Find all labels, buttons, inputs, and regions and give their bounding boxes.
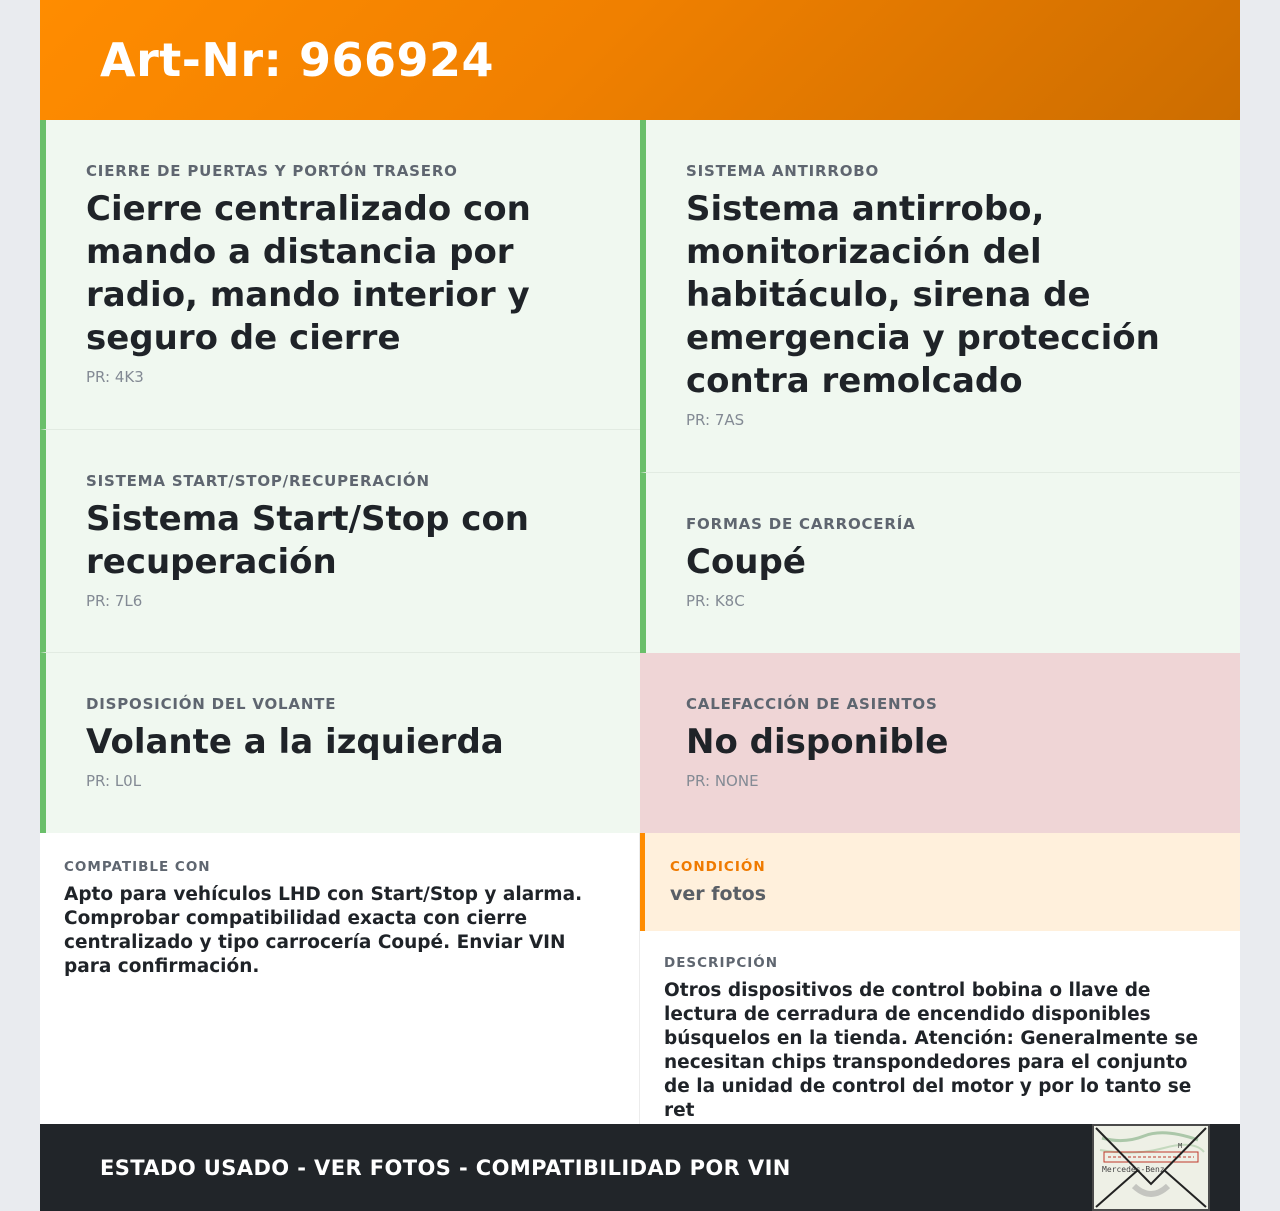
feature-door-locking	[40, 120, 640, 430]
feature-steering-side	[40, 653, 640, 833]
condition-box	[640, 833, 1240, 931]
feature-value: Coupé	[686, 542, 806, 582]
product-sheet	[40, 0, 1240, 1211]
feature-pr-code: PR: K8C	[686, 592, 745, 610]
feature-label: CALEFACCIÓN DE ASIENTOS	[686, 695, 938, 713]
feature-label: FORMAS DE CARROCERÍA	[686, 515, 916, 533]
feature-pr-code: PR: L0L	[86, 772, 142, 790]
feature-anti-theft	[640, 120, 1240, 473]
feature-column-left	[40, 120, 640, 833]
feature-seat-heating	[640, 653, 1240, 833]
feature-value: Sistema Start/Stop con recuperación	[86, 499, 530, 582]
info-section	[40, 833, 1240, 1125]
feature-value: No disponible	[686, 722, 949, 762]
footer-bar	[40, 1124, 1240, 1211]
feature-label: SISTEMA ANTIRROBO	[686, 162, 880, 180]
feature-label: CIERRE DE PUERTAS Y PORTÓN TRASERO	[86, 162, 458, 180]
feature-pr-code: PR: 4K3	[86, 368, 144, 386]
compatibility-label: COMPATIBLE CON	[64, 859, 211, 875]
feature-pr-code: PR: 7AS	[686, 411, 745, 429]
svg-text:Mercedes-Benz: Mercedes-Benz	[1102, 1165, 1165, 1174]
header	[40, 0, 1240, 120]
feature-start-stop	[40, 430, 640, 653]
description-label: DESCRIPCIÓN	[664, 955, 779, 971]
document-envelope-icon	[1094, 1126, 1208, 1209]
feature-column-right	[640, 120, 1240, 833]
description-box	[640, 931, 1240, 1123]
condition-description-panel	[640, 833, 1240, 1125]
feature-value: Cierre centralizado con mando a distancia por radio, mando interior y seguro de cierre	[86, 189, 531, 358]
feature-pr-code: PR: 7L6	[86, 592, 143, 610]
feature-value: Volante a la izquierda	[86, 722, 504, 762]
feature-grid	[40, 120, 1240, 833]
compatibility-text: Apto para vehículos LHD con Start/Stop y alarma. Comprobar compatibilidad exacta con cierre centralizado y tipo carrocería Coupé. Enviar VIN para confirmación.	[64, 884, 583, 977]
article-number-title: Art-Nr: 966924	[100, 33, 495, 87]
condition-label: CONDICIÓN	[670, 859, 766, 875]
feature-pr-code: PR: NONE	[686, 772, 759, 790]
feature-label: DISPOSICIÓN DEL VOLANTE	[86, 695, 337, 713]
footer-status-text: ESTADO USADO - VER FOTOS - COMPATIBILIDAD POR VIN	[100, 1155, 791, 1180]
feature-value: Sistema antirrobo, monitorización del habitáculo, sirena de emergencia y protección contra remolcado	[686, 189, 1160, 401]
compatibility-panel	[40, 833, 640, 1125]
svg-text:M: M	[1178, 1142, 1183, 1150]
description-text: Otros dispositivos de control bobina o llave de lectura de cerradura de encendido disponibles búsquelos en la tienda. Atención: Generalmente se necesitan chips transpondedores para el conjunto de la unidad de control del motor y por lo tanto se ret	[664, 980, 1199, 1121]
feature-label: SISTEMA START/STOP/RECUPERACIÓN	[86, 472, 430, 490]
condition-value: ver fotos	[670, 883, 767, 905]
feature-body-style	[640, 473, 1240, 653]
registration-document-thumbnail	[1092, 1124, 1210, 1211]
